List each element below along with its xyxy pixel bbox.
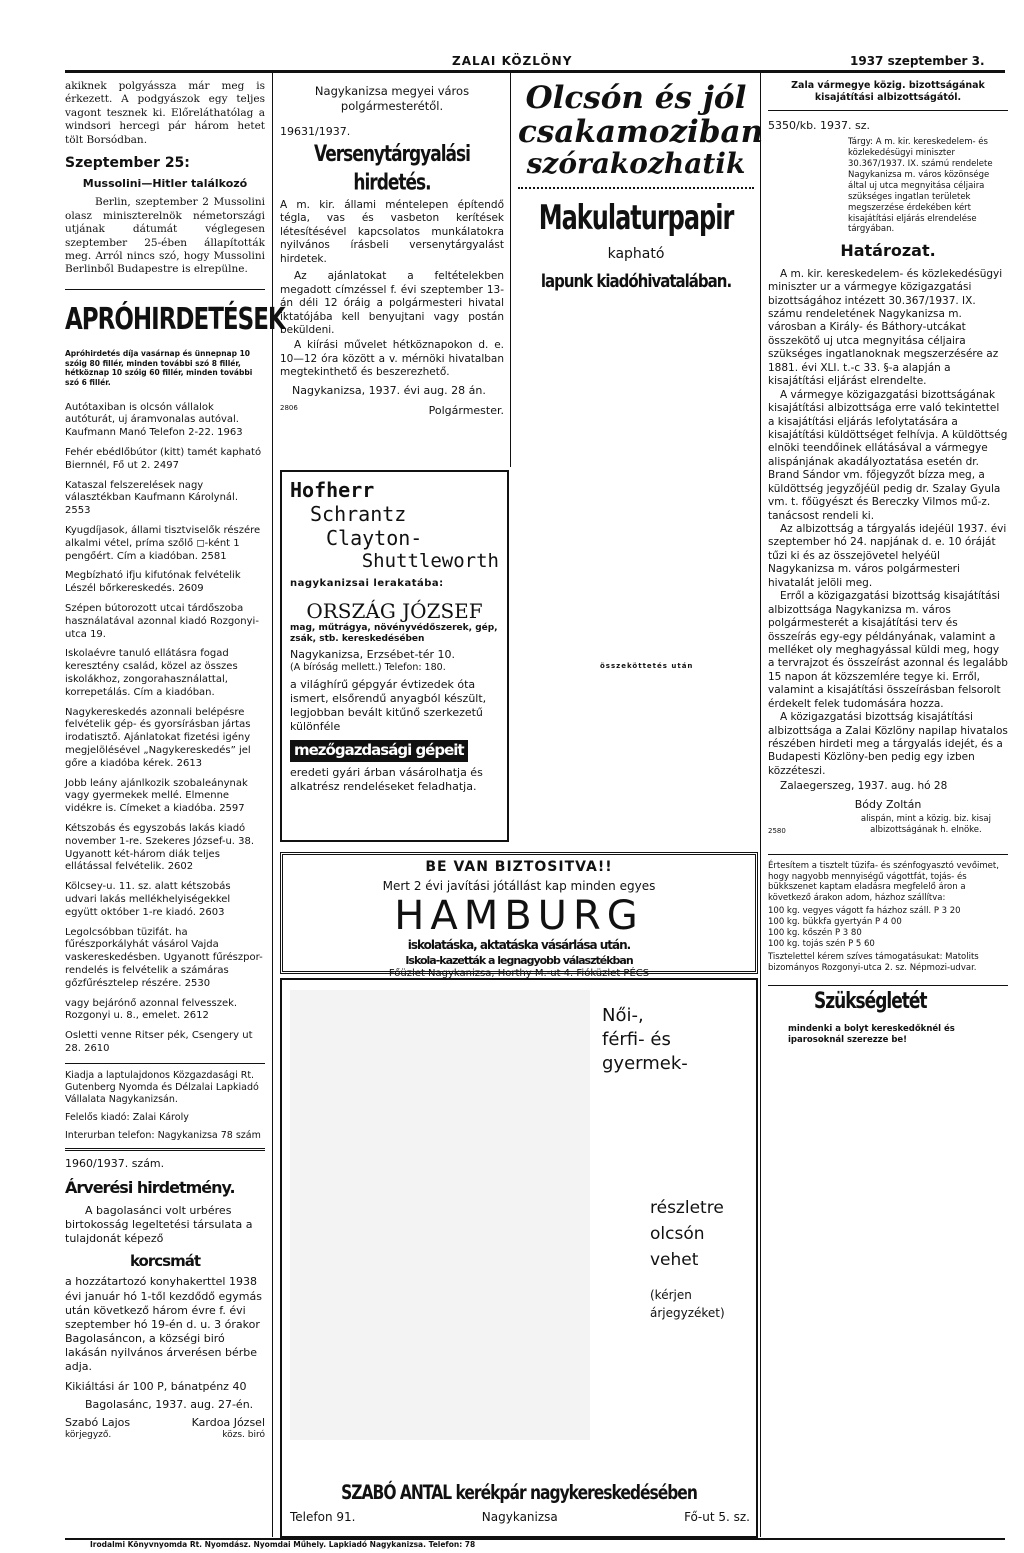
paper-ad <box>518 198 754 292</box>
tender-body2: Az ajánlatokat a feltételekben megadott címzéssel f. évi szeptember 13-án déli 12 óráig a polgármesteri hivatal iktatójába kell benyujtani vagy postán beküldeni. <box>280 270 504 336</box>
cinema-line-1: Olcsón és jól <box>525 80 747 116</box>
classified-ad: Megbízható ifju kifutónak felvételik Lészél bőrkereskedés. 2609 <box>65 570 241 595</box>
imprint <box>65 1070 265 1143</box>
masthead <box>0 54 1024 68</box>
auction-number: 1960/1937. szám. <box>65 1157 165 1171</box>
auction-text: A bagolasánci volt urbéres birtokosság legeltetési társulata a tulajdonát képező <box>65 1204 253 1246</box>
paper-name: ZALAI KÖZLÖNY <box>452 54 573 68</box>
bicycle-contact <box>290 1510 750 1525</box>
bicycle-word-4: részletre <box>650 1198 724 1218</box>
auction-signatures <box>65 1416 265 1430</box>
mussolini-subheading: Mussolini—Hitler találkozó <box>82 177 248 191</box>
tender-number: 19631/1937. <box>280 125 351 139</box>
masthead-rule <box>65 70 1005 73</box>
classified-ad: Kétszobás és egyszobás lakás kiadó november 1-re. Szekeres József-u. 38. Ugyanott két-három diák teljes ellátással felvételik. 2602 <box>65 822 255 873</box>
firewood-prices <box>768 906 1008 950</box>
bicycle-word-8: árjegyzéket) <box>650 1306 725 1320</box>
bicycle-word-2: férfi- és <box>602 1029 671 1050</box>
bicycle-city: Nagykanizsa <box>481 1510 558 1524</box>
hamburg-line-5: Főüzlet Nagykanizsa, Horthy M.-ut 4. Fióküzlet PÉCS <box>388 967 650 979</box>
firewood-notice-end: Tisztelettel kérem szíves támogatásukat: Matolits bizományos Rozgonyi-utca 2. sz. Népmozi-udvar. <box>768 951 979 973</box>
hofherr-line-11: eredeti gyári árban vásárolhatja és alkatrész rendeléseket feladhatja. <box>290 765 483 793</box>
hofherr-line-9: a világhírű gépgyár évtizedek óta ismert, elsőrendű anyagból készült, legjobban bevált kitűnő szerkezetű különféle <box>290 678 487 734</box>
bicycle-ad <box>280 978 758 1538</box>
tender-sign-row <box>280 404 504 418</box>
hofherr-line-4: Shuttleworth <box>361 550 499 572</box>
classified-ads <box>65 402 265 1056</box>
section-rule <box>65 1148 265 1151</box>
imprint-line: Kiadja a laptulajdonos Közgazdasági Rt. Gutenberg Nyomda és Délzalai Lapkiadó Vállalata Nagykanizsán. <box>65 1069 259 1105</box>
column-1 <box>65 80 285 1442</box>
auction-text2: a hozzátartozó konyhakerttel 1938 évi január hó 1-től kezdődő egymás után következő három évre f. évi szeptember hó 19-én d. u. 3 órakor Bagolasáncon, a községi biró lakásán nyilvános árverésen bérbe adja. <box>65 1275 262 1373</box>
cinema-line-2: csakamoziban <box>518 113 764 150</box>
classified-ad: Kölcsey-u. 11. sz. alatt kétszobás udvari lakás mellékhelyiségekkel együtt október 1-re kiadó. 2603 <box>65 881 231 918</box>
auction-title: Árverési hirdetmény. <box>65 1177 235 1197</box>
expropriation-body3: Az albizottság a tárgyalás idejéül 1937. évi szeptember hó 24. napjának d. e. 10 óráját tűzi ki és az összejövetel helyéül Nagykanizsa m. város polgármesteri hivatalát jelöli meg. <box>768 523 1007 589</box>
tender-title: Versenytárgyalási hirdetés. <box>314 140 470 196</box>
column-3 <box>518 80 764 292</box>
auction-notice <box>65 1157 265 1441</box>
tender-body: A m. kir. állami méntelepen építendő tégla, vas és vasbeton kerítések létesítésével kapcsolatos munkálatokra nyilvános írásbeli versenytárgyalást hirdetek. <box>280 199 504 265</box>
paper-ad-place: lapunk kiadóhivatalában. <box>540 270 732 292</box>
expropriation-title: Határozat. <box>840 241 936 261</box>
classified-ad: Legolcsóbban tüzifát. ha fűrészporkályhát vásárol Vajda vaskereskedésben. Ugyanott fűrészpor-rendelés is felvételik a számáras gőzfűrésztelep részére. 2530 <box>65 926 263 989</box>
auction-sign2-role: közs. biró <box>222 1430 265 1441</box>
hofherr-line-8: (A bíróság mellett.) Telefon: 180. <box>290 661 446 673</box>
auction-price: Kikiáltási ár 100 P, bánatpénz 40 <box>65 1379 247 1393</box>
classified-ad: Fehér ebédlőbútor (kitt) tamét kapható Biernnél, Fő ut 2. 2497 <box>65 447 262 471</box>
cinema-line-3: szórakozhatik <box>526 146 746 180</box>
hofherr-name: ORSZÁG JÓZSEF <box>306 598 483 623</box>
footer-text: Irodalmi Könyvnyomda Rt. Nyomdász. Nyomdai Műhely. Lapkiadó Nagykanizsa. Telefon: 78 <box>90 1540 476 1549</box>
tender-sign: Polgármester. <box>428 403 504 417</box>
firewood-price: 100 kg. bükkfa gyertyán P 4 00 <box>768 917 902 927</box>
tender-ref: 2806 <box>280 403 298 412</box>
section-rule <box>768 985 1008 986</box>
expropriation-ref: 2580 <box>768 826 786 835</box>
classifieds-rates: Apróhirdetés díja vasárnap és ünnepnap 10 szóig 80 fillér, minden további szó 8 fillér, hétköznap 10 szóig 60 fillér, minden további szó 6 fillér. <box>65 349 253 388</box>
expropriation-body: A m. kir. kereskedelem- és közlekedésügyi miniszter ur a vármegye közigazgatási bizottságához intézett 30.367/1937. IX. számu rendeletének Nagykanizsa m. városban a Király- és Báthory-utcákat összekötő uj utca megnyitása céljaira szükséges ingatlanoknak megszerzésére az 1881. évi XLI. t.-c 33. §-a alapján a kisajátítási eljárást elrendelte. <box>768 267 1003 388</box>
section-rule <box>768 854 1008 855</box>
firewood-price: 100 kg. vegyes vágott fa házhoz száll. P 3 20 <box>768 906 961 917</box>
hamburg-line-1: BE VAN BIZTOSITVA!! <box>425 859 613 875</box>
classifieds-title: APRÓHIRDETÉSEK <box>65 302 285 337</box>
section-rule <box>65 289 265 290</box>
bicycle-image <box>290 990 590 1440</box>
expropriation-place: Zalaegerszeg, 1937. aug. hó 28 <box>780 780 948 793</box>
auction-roles <box>65 1430 265 1442</box>
classified-ad: Osletti venne Ritser pék, Csengery ut 28. 2610 <box>65 1030 253 1054</box>
firewood-price: 100 kg. kőszén P 3 80 <box>768 927 862 938</box>
hofherr-line-5: nagykanizsai lerakatába: <box>290 578 444 589</box>
paper-ad-title: Makulaturpapir <box>538 198 734 238</box>
auction-sign2: Kardoa Józsel <box>191 1416 265 1430</box>
column-rule <box>510 72 511 467</box>
expropriation-sign: Bódy Zoltán <box>854 797 922 811</box>
hofherr-line-1: Hofherr <box>290 478 375 502</box>
intro-text: akiknek polgyássza már meg is érkezett. A podgyászok egy teljes vagont tesznek ki. Előreláthatólag a windsori hercegi pár három hetet tölt Borsódban. <box>65 80 265 146</box>
hofherr-line-2: Schrantz <box>310 502 407 526</box>
firewood-price: 100 kg. tojás szén P 5 60 <box>768 938 875 949</box>
column-4 <box>768 80 1008 1046</box>
tender-body3: A kiírási művelet hétköznapokon d. e. 10—12 óra között a v. mérnöki hivatalban megtekinthető és beszerezhető. <box>280 339 504 379</box>
expropriation-body2: A vármegye közigazgatási bizottságának kisajátítási albizottsága erre való tekintettel a kisajátítási eljárás lefolytatására a kisajátítási küldöttséget felhívja. A küldöttség elnöki teendőinek ellátásával a vármegye alispánjának akadályoztatása esetén dr. Brand Sándor vm. főjegyzőt bízza meg, a küldöttség jegyzőjéül pedig dr. Szalay Gyula vm. t. főügyészt és Bereczky Vilmos mű-z. tanácsost rendeli ki. <box>768 388 1008 522</box>
hamburg-line-2: Mert 2 évi javítási jótállást kap minden egyes <box>382 878 656 893</box>
imprint-line: Interurban telefon: Nagykanizsa 78 szám <box>65 1130 261 1142</box>
bicycle-word-1: Női-, <box>602 1005 644 1026</box>
bicycle-word-6: vehet <box>650 1250 699 1270</box>
classified-ad: Kataszal felszerelések nagy választékban Kaufmann Károlynál. 2553 <box>65 479 238 517</box>
hofherr-line-3: Clayton- <box>326 526 423 550</box>
paper-ad-sub: kapható <box>607 246 665 263</box>
expropriation-number: 5350/kb. 1937. sz. <box>768 119 871 133</box>
hamburg-ad <box>280 852 758 979</box>
column-rule <box>760 72 761 1537</box>
expropriation-subject: Tárgy: A m. kir. kereskedelem- és közlekedésügyi miniszter 30.367/1937. IX. számú rendelete Nagykanizsa m. város közönsége által uj utca megnyitása céljaira szükséges ingatlan területek megszerzése érdekében kért kisajátítási eljárás elrendelése tárgyában. <box>848 137 993 235</box>
auction-sign1: Szabó Lajos <box>65 1416 131 1430</box>
hofherr-line-7: Nagykanizsa, Erzsébet-tér 10. <box>290 647 456 661</box>
hamburg-line-3: iskolatáska, aktatáska vásárlása után. <box>407 938 631 953</box>
supplies-text: mindenki a bolyt kereskedőknél és iparosoknál szerezze be! <box>788 1024 955 1045</box>
dotted-rule <box>518 187 754 189</box>
expropriation-body5: A közigazgatási bizottság kisajátítási albizottsága a Zalai Közlöny napilap hivatalos részében hirdeti meg a tárgyalás idejét, és a Budapesti Közlöny-ben pedig egy izben közzéteszi. <box>768 711 1008 777</box>
classified-ad: vagy bejárónő azonnal felvesszek. Rozgonyi u. 8., emelet. 2612 <box>65 997 238 1022</box>
classified-ad: Kyugdíjasok, állami tisztviselők részére alkalmi vétel, príma szőlő ◻-ként 1 pengőért. Cím a kiadóban. 2581 <box>65 525 261 562</box>
expropriation-sign-role: alispán, mint a közig. biz. kisaj albizottságának h. elnöke. <box>860 813 991 835</box>
bicycle-address: Fő-ut 5. sz. <box>684 1510 750 1524</box>
hamburg-name: HAMBURG <box>394 893 644 940</box>
hamburg-line-4: Iskola-kazetták a legnagyobb választékban <box>405 953 633 967</box>
bicycle-word-7: (kérjen <box>650 1288 692 1302</box>
bicycle-phone: Telefon 91. <box>290 1510 356 1524</box>
classified-ad: Autótaxiban is olcsón vállalok autóturát, uj áramvonalas autóval. Kaufmann Manó Telefon 2-22. 1963 <box>65 401 243 439</box>
classified-ad: Iskolaévre tanuló ellátásra fogad keresztény család, közel az összes iskolákhoz, zongorahasználattal, korrepetálás. Cím a kiadóban. <box>65 648 238 698</box>
imprint-line: Felelős kiadó: Zalai Károly <box>65 1112 189 1124</box>
connection-note: összeköttetés után <box>600 662 694 670</box>
classified-ad: Nagykereskedés azonnali belépésre felvételik gép- és gyorsírásban jártas irodatisztő. Ajánlatokat fizetési igény megjelölésével „Nagykereskedés” jel gőre a kiadóba kérek. 2613 <box>65 706 251 769</box>
cinema-ad <box>518 80 764 180</box>
hofherr-ad <box>280 470 509 842</box>
expropriation-org: Zala vármegye közig. bizottságának kisajátítási albizottságától. <box>791 80 985 104</box>
mussolini-heading: Szeptember 25: <box>65 155 190 172</box>
bicycle-shop-name: SZABÓ ANTAL kerékpár nagykereskedésében <box>341 1481 697 1505</box>
auction-place: Bagolasánc, 1937. aug. 27-én. <box>85 1398 254 1412</box>
hofherr-line-10: mezőgazdasági gépeit <box>290 740 468 761</box>
auction-keyword: korcsmát <box>129 1252 201 1271</box>
classified-ad: Jobb leány ajánlkozik szobaleánynak vagy gyermekek mellé. Elmenne vidékre is. Címeket a kiadóba. 2597 <box>65 777 248 815</box>
expropriation-body4: Erről a közigazgatási bizottság kisajátítási albizottsága Nagykanizsa m. város polgármesterét a kisajátítási terv és összeírás egy-egy példányának, valamint a melléket oly meghagyással küldi meg, hogy a tervrajzot és összeírást azonnal és legalább 15 napon át közszemlére tegye ki. Erről, valamint a kisajátítási összeírásban felsorolt érdekelt felek tudomására hozza. <box>768 590 1008 710</box>
page-date: 1937 szeptember 3. <box>850 54 985 68</box>
auction-sign1-role: körjegyző. <box>65 1430 112 1441</box>
bicycle-word-3: gyermek- <box>602 1053 688 1074</box>
mussolini-body: Berlin, szeptember 2 Mussolini olasz miniszterelnök németországi utjának dátumát véglegesen szeptember 25-ében állapították meg. Arról nincs szó, hogy Mussolini Berlinből Budapestre is elrepülne. <box>65 196 265 276</box>
classified-ad: Szépen bútorozott utcai tárdőszoba használatával azonnal kiadó Rozgonyi-utca 19. <box>65 602 259 640</box>
tender-place: Nagykanizsa, 1937. évi aug. 28 án. <box>292 383 486 397</box>
bicycle-word-5: olcsón <box>650 1224 705 1244</box>
expropriation-sign-row <box>768 814 1008 836</box>
tender-org: Nagykanizsa megyei város polgármesterétől. <box>314 84 470 113</box>
column-rule <box>272 72 273 1537</box>
firewood-notice: Értesítem a tisztelt tüzifa- és szénfogyasztó vevőimet, hogy nagyobb mennyiségű vágottfát, tojás- és bükkszenet kaptam eladásra megfelelő áron a következő árakon adom, házhoz szállítva: <box>768 860 999 904</box>
section-rule <box>65 1063 265 1064</box>
hofherr-line-6: mag, műtrágya, növényvédőszerek, gép, zsák, stb. kereskedésében <box>290 622 498 645</box>
section-rule <box>768 110 1008 111</box>
column-2 <box>280 84 504 418</box>
supplies-title: Szükségletét <box>814 989 927 1016</box>
